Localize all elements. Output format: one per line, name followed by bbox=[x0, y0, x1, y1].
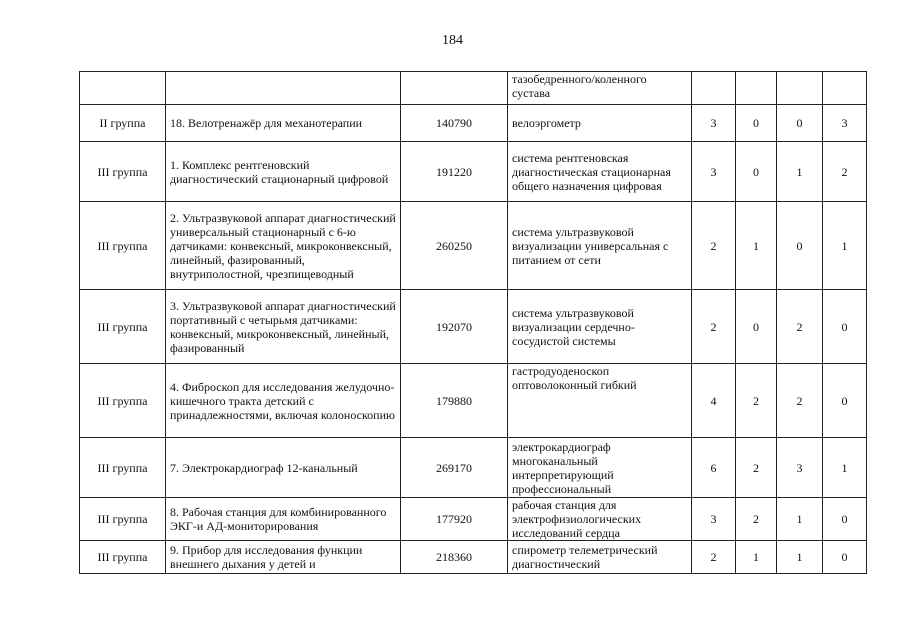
cell-nkmi-name: велоэргометр bbox=[508, 105, 692, 142]
cell-group: III группа bbox=[80, 541, 166, 574]
cell-count-2: 2 bbox=[736, 438, 777, 498]
cell-count-2: 0 bbox=[736, 290, 777, 364]
cell-name: 18. Велотренажёр для механотерапии bbox=[166, 105, 401, 142]
cell-group: III группа bbox=[80, 142, 166, 202]
cell-count-2: 2 bbox=[736, 364, 777, 438]
table-row bbox=[80, 364, 867, 438]
cell-nkmi-name: система рентгеновская диагностическая стационарная общего назначения цифровая bbox=[508, 142, 692, 202]
cell-count-1: 2 bbox=[692, 541, 736, 574]
cell-count-4: 0 bbox=[823, 290, 867, 364]
cell-count-4: 3 bbox=[823, 105, 867, 142]
cell-code: 191220 bbox=[401, 142, 508, 202]
cell-count-2: 1 bbox=[736, 202, 777, 290]
cell-count-4: 2 bbox=[823, 142, 867, 202]
cell-name bbox=[166, 72, 401, 105]
cell-count-1: 2 bbox=[692, 202, 736, 290]
cell-name: 9. Прибор для исследования функции внешнего дыхания у детей и bbox=[166, 541, 401, 574]
cell-count-4 bbox=[823, 72, 867, 105]
cell-group: III группа bbox=[80, 290, 166, 364]
cell-count-2: 2 bbox=[736, 498, 777, 541]
cell-count-1 bbox=[692, 72, 736, 105]
cell-count-1: 4 bbox=[692, 364, 736, 438]
table-row bbox=[80, 290, 867, 364]
cell-group: III группа bbox=[80, 438, 166, 498]
cell-nkmi-name: гастродуоденоскоп оптоволоконный гибкий bbox=[508, 364, 692, 438]
cell-count-1: 3 bbox=[692, 498, 736, 541]
cell-count-1: 3 bbox=[692, 105, 736, 142]
cell-group: III группа bbox=[80, 498, 166, 541]
cell-nkmi-name: спирометр телеметрический диагностический bbox=[508, 541, 692, 574]
table-row bbox=[80, 541, 867, 574]
table-row-continuation bbox=[80, 72, 867, 105]
cell-count-3: 1 bbox=[777, 541, 823, 574]
table-row bbox=[80, 498, 867, 541]
cell-code: 140790 bbox=[401, 105, 508, 142]
cell-group: III группа bbox=[80, 364, 166, 438]
cell-count-4: 1 bbox=[823, 438, 867, 498]
cell-count-3: 3 bbox=[777, 438, 823, 498]
cell-nkmi-name: система ультразвуковой визуализации универсальная с питанием от сети bbox=[508, 202, 692, 290]
cell-count-3: 0 bbox=[777, 105, 823, 142]
cell-count-2: 1 bbox=[736, 541, 777, 574]
cell-name: 7. Электрокардиограф 12-канальный bbox=[166, 438, 401, 498]
cell-code: 260250 bbox=[401, 202, 508, 290]
cell-count-3 bbox=[777, 72, 823, 105]
cell-count-3: 0 bbox=[777, 202, 823, 290]
table-row bbox=[80, 438, 867, 498]
cell-name: 8. Рабочая станция для комбинированного ЭКГ-и АД-мониторирования bbox=[166, 498, 401, 541]
cell-count-2: 0 bbox=[736, 105, 777, 142]
cell-name: 3. Ультразвуковой аппарат диагностический портативный с четырьмя датчиками: конвексный, микроконвексный, линейный, фазированный bbox=[166, 290, 401, 364]
cell-group bbox=[80, 72, 166, 105]
cell-count-4: 1 bbox=[823, 202, 867, 290]
cell-count-3: 1 bbox=[777, 498, 823, 541]
cell-count-1: 3 bbox=[692, 142, 736, 202]
cell-code: 179880 bbox=[401, 364, 508, 438]
cell-count-3: 2 bbox=[777, 364, 823, 438]
cell-group: II группа bbox=[80, 105, 166, 142]
cell-nkmi-name: электрокардиограф многоканальный интерпретирующий профессиональный bbox=[508, 438, 692, 498]
cell-count-1: 6 bbox=[692, 438, 736, 498]
table-row bbox=[80, 202, 867, 290]
equipment-table bbox=[79, 71, 867, 574]
cell-nkmi-name: рабочая станция для электрофизиологических исследований сердца bbox=[508, 498, 692, 541]
cell-count-1: 2 bbox=[692, 290, 736, 364]
cell-nkmi-name: система ультразвуковой визуализации сердечно-сосудистой системы bbox=[508, 290, 692, 364]
cell-code: 218360 bbox=[401, 541, 508, 574]
cell-count-3: 2 bbox=[777, 290, 823, 364]
page-number: 184 bbox=[442, 33, 463, 48]
table-row bbox=[80, 142, 867, 202]
cell-code: 177920 bbox=[401, 498, 508, 541]
cell-code bbox=[401, 72, 508, 105]
cell-count-3: 1 bbox=[777, 142, 823, 202]
cell-code: 269170 bbox=[401, 438, 508, 498]
cell-count-2 bbox=[736, 72, 777, 105]
cell-name: 1. Комплекс рентгеновский диагностический стационарный цифровой bbox=[166, 142, 401, 202]
cell-name: 2. Ультразвуковой аппарат диагностический универсальный стационарный с 6-ю датчиками: конвексный, микроконвексный, линейный, фазированный, внутриполостной, чрезпищеводный bbox=[166, 202, 401, 290]
cell-nkmi-name: тазобедренного/коленного сустава bbox=[508, 72, 692, 105]
table-row bbox=[80, 105, 867, 142]
cell-group: III группа bbox=[80, 202, 166, 290]
cell-count-2: 0 bbox=[736, 142, 777, 202]
cell-count-4: 0 bbox=[823, 364, 867, 438]
cell-code: 192070 bbox=[401, 290, 508, 364]
cell-count-4: 0 bbox=[823, 541, 867, 574]
cell-name: 4. Фиброскоп для исследования желудочно-кишечного тракта детский с принадлежностями, включая колоноскопию bbox=[166, 364, 401, 438]
cell-count-4: 0 bbox=[823, 498, 867, 541]
